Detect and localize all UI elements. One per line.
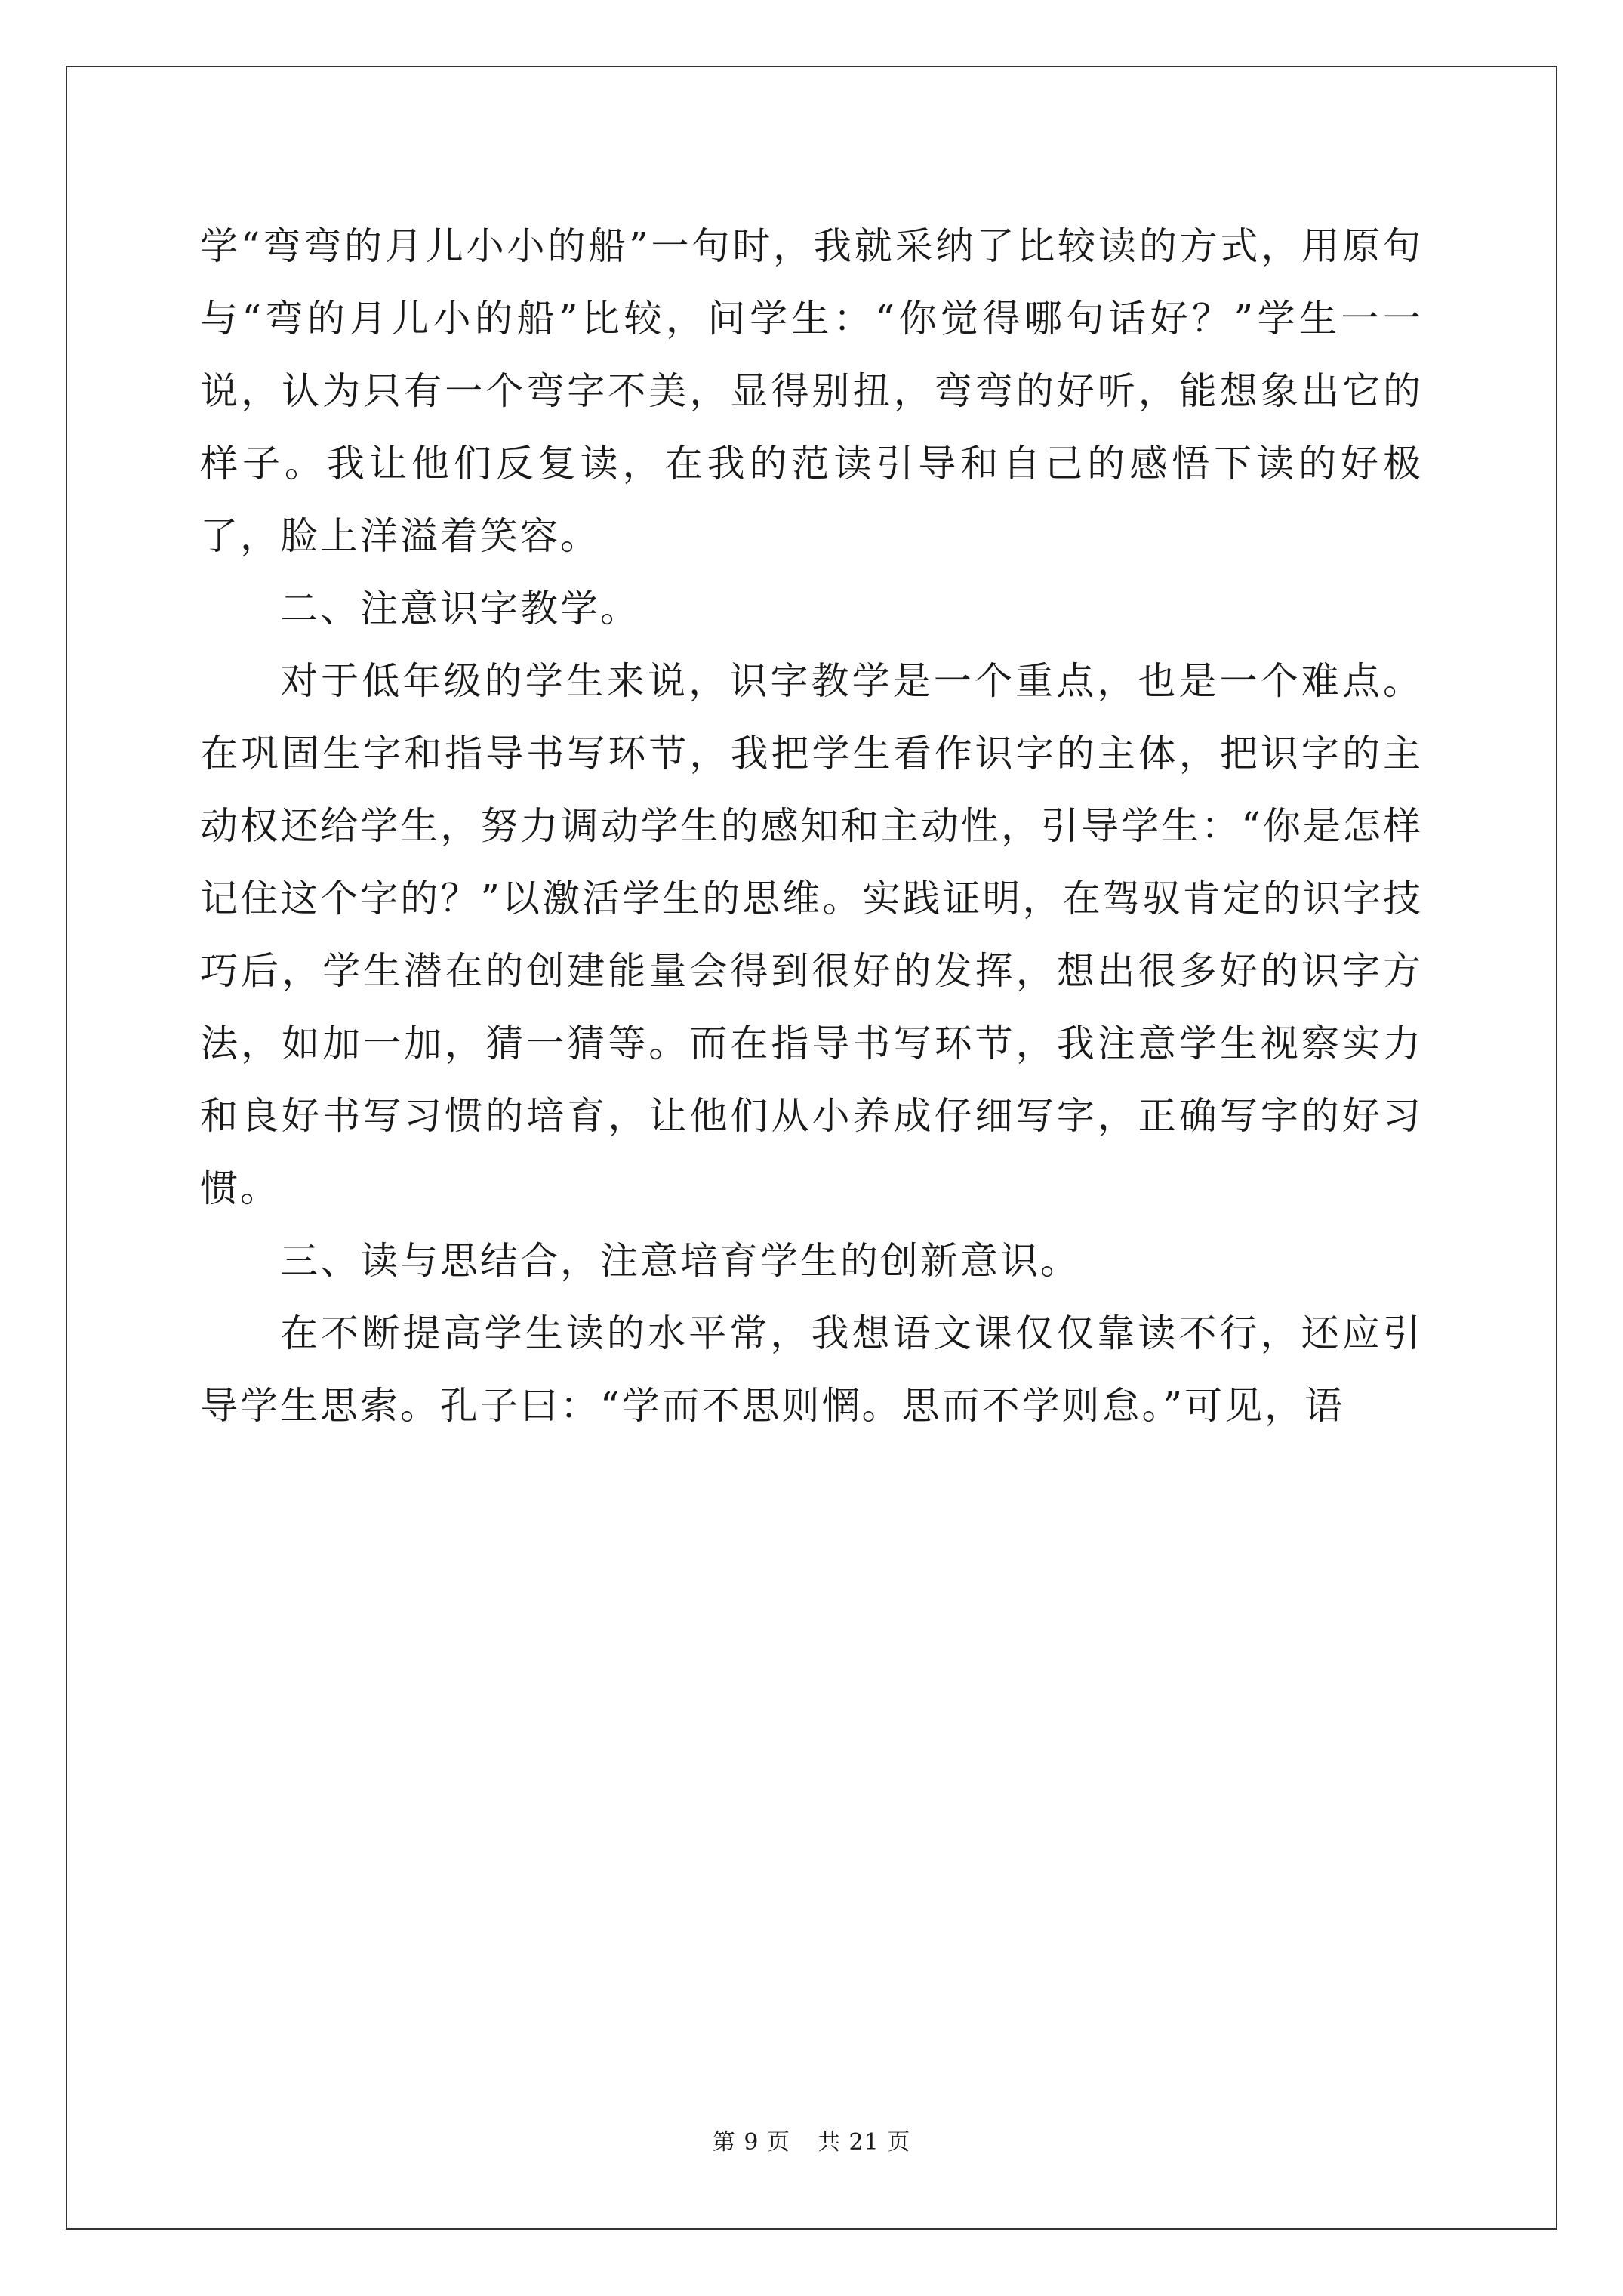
paragraph-3: 对于低年级的学生来说，识字教学是一个重点，也是一个难点。在巩固生字和指导书写环节，我把学生看作识字的主体，把识字的主动权还给学生，努力调动学生的感知和主动性，引导学生：“你是怎样记住这个字的？”以激活学生的思维。实践证明，在驾驭肯定的识字技巧后，学生潜在的创建能量会得到很好的发挥，想出很多好的识字方法，如加一加，猜一猜等。而在指导书写环节，我注意学生视察实力和良好书写习惯的培育，让他们从小养成仔细写字，正确写字的好习惯。 [200,659,1423,1210]
document-body [200,210,1423,1442]
section-heading-3: 三、读与思结合，注意培育学生的创新意识。 [280,1239,1080,1283]
section-heading-2: 二、注意识字教学。 [280,587,640,630]
page-total: 共 21 页 [817,2129,911,2156]
paragraph-1: 学“弯弯的月儿小小的船”一句时，我就采纳了比较读的方式，用原句与“弯的月儿小的船”比较，问学生：“你觉得哪句话好？”学生一一说，认为只有一个弯字不美，显得别扭，弯弯的好听，能想象出它的样子。我让他们反复读，在我的范读引导和自己的感悟下读的好极了，脸上洋溢着笑容。 [200,224,1423,558]
page-number: 第 9 页 [712,2129,790,2156]
page-footer [0,2128,1623,2158]
paragraph-5: 在不断提高学生读的水平常，我想语文课仅仅靠读不行，还应引导学生思索。孔子曰：“学而不思则惘。思而不学则怠。”可见，语 [200,1311,1423,1428]
